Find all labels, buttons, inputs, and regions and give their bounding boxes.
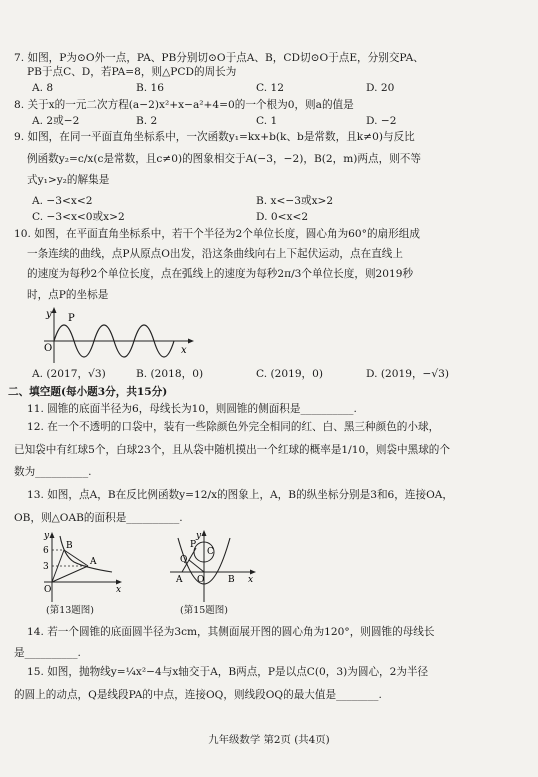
q11-line: 11. 圆锥的底面半径为6，母线长为10，则圆锥的侧面积是__________. [27,403,357,415]
q9-line3: 式y₁>y₂的解集是 [27,174,110,186]
q10-option-a: A. (2017，√3) [32,368,106,380]
q10-y-label: y [46,309,52,320]
q7-line1: 7. 如图，P为⊙O外一点，PA、PB分别切⊙O于点A、B，CD切⊙O于点E，分别交PA、 [14,52,424,64]
q10-line2: 一条连续的曲线，点P从原点O出发，沿这条曲线向右上下起伏运动，点在直线上 [27,248,403,260]
q13-line1: 13. 如图，点A，B在反比例函数y=12/x的图象上，A，B的纵坐标分别是3和6，连接OA， [27,489,454,501]
fig15-o-label: O [197,575,205,585]
q9-line1: 9. 如图，在同一平面直角坐标系中，一次函数y₁=kx+b(k、b是常数，且k≠0)与反比 [14,131,415,143]
fig13-a-label: A [90,557,97,567]
q7-line2: PB于点C、D，若PA=8，则△PCD的周长为 [27,66,237,78]
fig15-p-label: P [190,540,197,550]
q7-option-a: A. 8 [32,82,54,94]
q8-line1: 8. 关于x的一元二次方程(a−2)x²+x−a²+4=0的一个根为0，则a的值是 [14,99,354,111]
fig15-caption: (第15题图) [180,605,229,616]
fig15-y-label: y [196,531,202,541]
fig13-b-label: B [66,541,73,551]
q12-line2: 已知袋中有红球5个，白球23个，且从袋中随机摸出一个红球的概率是1/10，则袋中黑球的个 [14,444,450,456]
q7-option-d: D. 20 [366,82,395,94]
q10-x-label: x [181,345,187,356]
q14-line1: 14. 若一个圆锥的底面圆半径为3cm，其侧面展开图的圆心角为120°，则圆锥的母线长 [27,626,435,638]
q7-option-c: C. 12 [256,82,284,94]
fig13-o-label: O [44,585,52,595]
q10-option-c: C. (2019，0) [256,368,324,380]
fig13-caption: (第13题图) [46,605,95,616]
q10-p-label: P [68,313,75,324]
q10-o-label: O [44,343,53,354]
fig15-b-label: B [228,575,235,585]
q13-line2: OB，则△OAB的面积是__________. [14,512,183,524]
q9-option-c: C. −3<x<0或x>2 [32,211,125,223]
fig15-x-arrow-icon [250,570,256,575]
fig13-x-label: x [116,585,122,595]
q10-option-b: B. (2018，0) [136,368,204,380]
fig13-y-arrow-icon [50,532,55,538]
fig15-a-label: A [176,575,183,585]
fig13-y-label: y [44,531,50,541]
section-2-heading: 二、填空题(每小题3分，共15分) [8,386,168,398]
fig13-three-label: 3 [43,562,49,572]
q9-option-d: D. 0<x<2 [256,211,309,223]
figure-15 [168,530,258,605]
q10-line4: 时，点P的坐标是 [27,289,109,301]
q10-x-arrow-icon [188,339,194,344]
q10-line1: 10. 如图，在平面直角坐标系中，若干个半径为2个单位长度，圆心角为60°的扇形组成 [14,228,420,240]
page-footer: 九年级数学 第2页 (共4页) [208,734,330,746]
q8-option-d: D. −2 [366,115,397,127]
q8-option-b: B. 2 [136,115,158,127]
fig15-x-label: x [248,575,254,585]
q10-figure [38,305,198,365]
q10-option-d: D. (2019，−√3) [366,368,450,380]
q9-option-b: B. x<−3或x>2 [256,195,334,207]
fig13-x-arrow-icon [116,580,122,585]
q8-option-a: A. 2或−2 [32,115,80,127]
q7-option-b: B. 16 [136,82,164,94]
q12-line3: 数为__________. [14,466,92,478]
q9-line2: 例函数y₂=c/x(c是常数，且c≠0)的图象相交于A(−3，−2)，B(2，m)两点，则不等 [27,153,421,165]
q10-line3: 的速度为每秒2个单位长度，点在弧线上的速度为每秒2π/3个单位长度，则2019秒 [27,268,414,280]
q10-y-arrow-icon [52,307,57,313]
fig13-six-label: 6 [43,546,49,556]
q12-line1: 12. 在一个不透明的口袋中，装有一些除颜色外完全相同的红、白、黑三种颜色的小球， [27,421,440,433]
fig13-segment-ab [64,550,88,566]
fig15-q-label: Q [180,555,188,565]
fig15-c-label: C [207,547,214,557]
q8-option-c: C. 1 [256,115,278,127]
figure-13 [40,530,125,605]
q14-line2: 是__________. [14,647,81,659]
fig15-y-arrow-icon [202,530,207,536]
q15-line2: 的圆上的动点，Q是线段PA的中点，连接OQ，则线段OQ的最大值是________. [14,689,382,701]
q9-option-a: A. −3<x<2 [32,195,93,207]
q15-line1: 15. 如图，抛物线y=¼x²−4与x轴交于A，B两点，P是以点C(0，3)为圆心，2为半径 [27,666,429,678]
